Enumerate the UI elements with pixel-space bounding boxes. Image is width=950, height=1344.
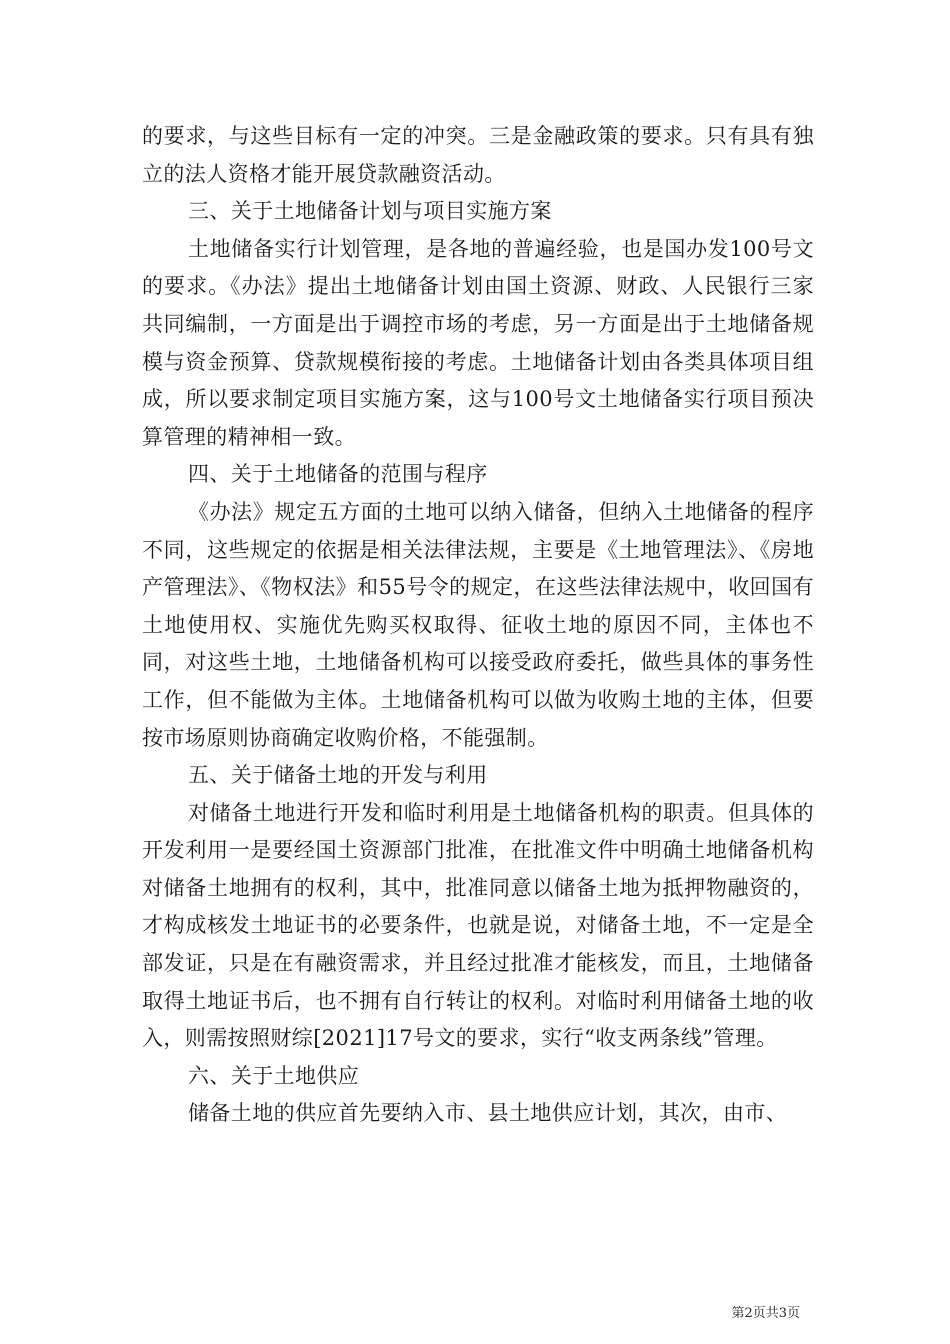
section-heading-5: 五、关于储备土地的开发与利用 <box>188 763 488 788</box>
document-body <box>142 118 814 1133</box>
paragraph-development-use: 对储备土地进行开发和临时利用是土地储备机构的职责。但具体的开发利用一是要经国土资源部门批准，在批准文件中明确土地储备机构对储备土地拥有的权利，其中，批准同意以储备土地为抵押物融资的，才构成核发土地证书的必要条件，也就是说，对储备土地，不一定是全部发证，只是在有融资需求，并且经过批准才能核发，而且，土地储备取得土地证书后，也不拥有自行转让的权利。对临时利用储备土地的收入，则需按照财综[2021]17号文的要求，实行“收支两条线”管理。 <box>142 800 814 1051</box>
section-heading-4: 四、关于土地储备的范围与程序 <box>188 462 488 487</box>
page-number-footer: 第2页共3页 <box>731 1306 800 1321</box>
section-heading-3: 三、关于土地储备计划与项目实施方案 <box>188 199 552 224</box>
paragraph-continued: 的要求，与这些目标有一定的冲突。三是金融政策的要求。只有具有独立的法人资格才能开展贷款融资活动。 <box>142 124 814 186</box>
paragraph-land-supply: 储备土地的供应首先要纳入市、县土地供应计划，其次，由市、 <box>188 1101 788 1126</box>
section-heading-6: 六、关于土地供应 <box>188 1063 360 1088</box>
paragraph-land-reserve-plan: 土地储备实行计划管理，是各地的普遍经验，也是国办发100号文的要求。《办法》提出土地储备计划由国土资源、财政、人民银行三家共同编制，一方面是出于调控市场的考虑，另一方面是出于土地储备规模与资金预算、贷款规模衔接的考虑。土地储备计划由各类具体项目组成，所以要求制定项目实施方案，这与100号文土地储备实行项目预决算管理的精神相一致。 <box>142 236 814 449</box>
paragraph-scope-procedure: 《办法》规定五方面的土地可以纳入储备，但纳入土地储备的程序不同，这些规定的依据是相关法律法规，主要是《土地管理法》、《房地产管理法》、《物权法》和55号令的规定，在这些法律法规中，收回国有土地使用权、实施优先购买权取得、征收土地的原因不同，主体也不同，对这些土地，土地储备机构可以接受政府委托，做些具体的事务性工作，但不能做为主体。土地储备机构可以做为收购土地的主体，但要按市场原则协商确定收购价格，不能强制。 <box>142 499 814 750</box>
